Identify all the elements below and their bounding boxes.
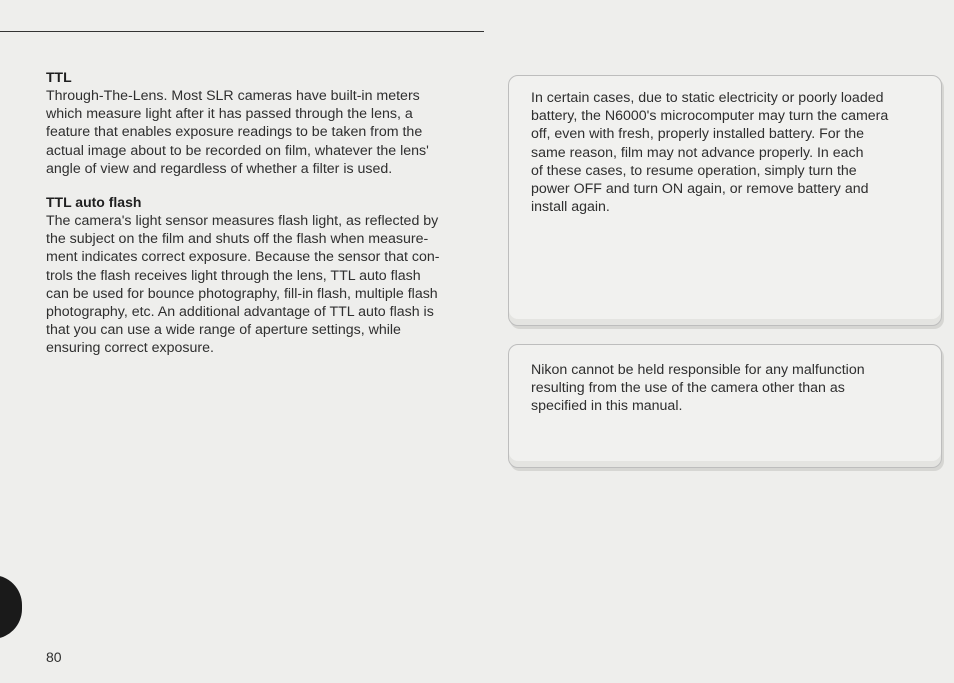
note-box-disclaimer	[508, 344, 942, 468]
glossary-column	[46, 68, 486, 358]
thumb-index-tab	[0, 575, 22, 639]
section-heading: TTL auto flash	[46, 194, 142, 211]
note-text: In certain cases, due to static electricity or poorly loaded battery, the N6000's microcomputer may turn the camera off, even with fresh, properly installed battery. For the same reason, film may not advance properly. In each of these cases, to resume operation, simply turn the power OFF and turn ON again, or remove battery and install again.	[531, 90, 889, 216]
glossary-entry-ttl	[46, 68, 486, 178]
top-rule	[0, 31, 484, 32]
section-body: Through-The-Lens. Most SLR cameras have built-in meters which measure light after it has passed through the lens, a feature that enables exposure readings to be taken from the actual image about to be recorded on film, whatever the lens' angle of view and regardless of whether a filter is used.	[46, 88, 429, 177]
note-text: Nikon cannot be held responsible for any malfunction resulting from the use of the camera other than as specified in this manual.	[531, 362, 865, 415]
section-body: The camera's light sensor measures flash light, as reflected by the subject on the film and shuts off the flash when measure- ment indicates correct exposure. Because the sensor that con- trols the flash receives light through the lens, TTL auto flash can be used for bounce photography, fill-in flash, multiple flash photography, etc. An additional advantage of TTL auto flash is that you can use a wide range of aperture settings, while ensuring correct exposure.	[46, 213, 440, 357]
note-box-static-electricity	[508, 75, 942, 326]
glossary-entry-ttl-auto-flash	[46, 193, 486, 358]
page-number: 80	[46, 649, 62, 665]
section-heading: TTL	[46, 69, 72, 85]
